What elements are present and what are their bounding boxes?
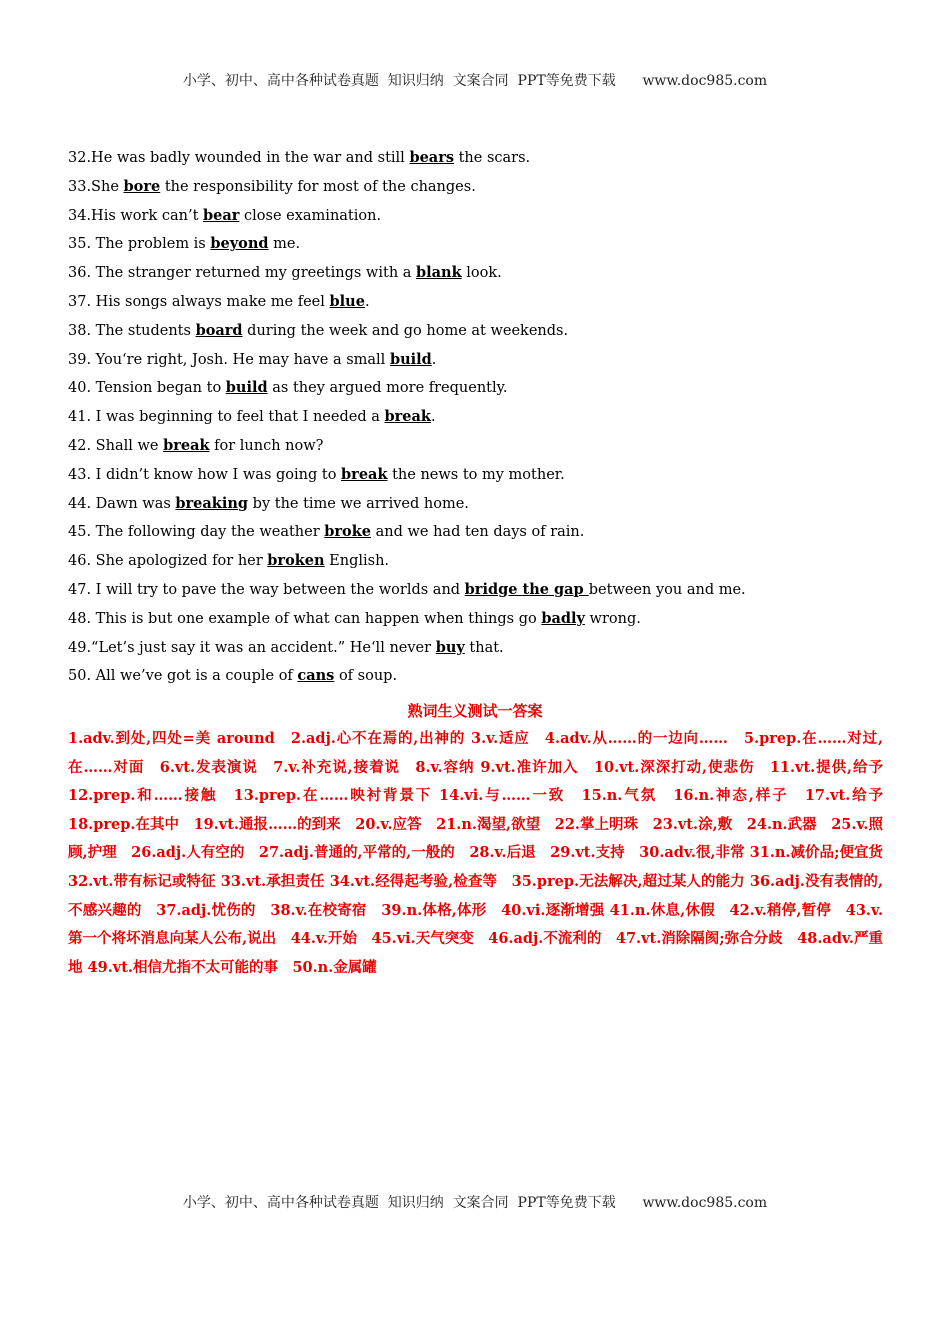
- keyword: build: [225, 379, 268, 397]
- keyword: break: [163, 436, 210, 454]
- keyword: broken: [267, 552, 325, 570]
- page-footer: 小学、初中、高中各种试卷真题 知识归纳 文案合同 PPT等免费下载 www.doc985.com: [182, 1195, 768, 1211]
- sentence-item: 49.“Let’s just say it was an accident.” He‘ll never buy that.: [68, 638, 504, 656]
- sentence-item: 43. I didn’t know how I was going to break the news to my mother.: [68, 465, 565, 483]
- keyword: blank: [416, 264, 462, 282]
- sentence-item: 37. His songs always make me feel blue.: [68, 292, 370, 310]
- sentence-item: 44. Dawn was breaking by the time we arrived home.: [68, 494, 469, 512]
- sentence-item: 36. The stranger returned my greetings with a blank look.: [68, 264, 502, 282]
- sentence-item: 38. The students board during the week and go home at weekends.: [68, 321, 569, 339]
- sentence-item: 35. The problem is beyond me.: [68, 235, 301, 253]
- sentence-item: 50. All we’ve got is a couple of cans of soup.: [68, 667, 398, 685]
- sentence-item: 39. You‘re right, Josh. He may have a small build.: [68, 350, 437, 368]
- keyword: bridge the gap: [464, 580, 589, 598]
- sentence-item: 46. She apologized for her broken English.: [68, 552, 390, 570]
- sentence-item: 48. This is but one example of what can happen when things go badly wrong.: [68, 609, 641, 627]
- sentence-item: 40. Tension began to build as they argued more frequently.: [68, 379, 508, 397]
- answers-text: 1.adv.到处,四处=美 around 2.adj.心不在焉的,出神的 3.v.适应 4.adv.从……的一边向…… 5.prep.在……对过,在……对面 6.vt.发表演说 7.v.补充说,接着说 8.v.容纳 9.vt.准许加入 10.vt.深深打动,使悲伤 11.vt.提供,给予 12.prep.和……接触 13.prep.在……映衬背景下 14.vi.与……一致 15.n.气氛 16.n.神态,样子 17.vt.给予 18.prep.在其中 19.vt.通报……的到来 20.v.应答 21.n.渴望,欲望 22.掌上明珠 23.vt.涂,敷 24.n.武器 25.v.照顾,护理 26.adj.人有空的 27.adj.普通的,平常的,一般的 28.v.后退 29.vt.支持 30.adv.很,非常 31.n.减价品;便宜货 32.vt.带有标记或特征 33.vt.承担责任 34.vt.经得起考验,检查等 35.prep.无法解决,超过某人的能力 36.adj.没有表情的,不感兴趣的 37.adj.忧伤的 38.v.在校寄宿 39.n.体格,体形 40.vi.逐渐增强 41.n.休息,休假 42.v.稍停,暂停 43.v.第一个将坏消息向某人公布,说出 44.v.开始 45.vi.天气突变 46.adj.不流利的 47.vt.消除隔阂;弥合分歧 48.adv.严重地 49.vt.相信尤指不太可能的事 50.n.金属罐: [68, 730, 898, 976]
- page-header: 小学、初中、高中各种试卷真题 知识归纳 文案合同 PPT等免费下载 www.doc985.com: [182, 73, 768, 89]
- keyword: breaking: [175, 494, 249, 512]
- keyword: badly: [541, 609, 585, 627]
- keyword: blue: [329, 292, 365, 310]
- answers-title: 熟词生义测试一答案: [407, 702, 543, 720]
- keyword: break: [341, 465, 388, 483]
- keyword: beyond: [210, 235, 269, 253]
- sentence-item: 34.His work can’t bear close examination.: [68, 206, 382, 224]
- keyword: buy: [435, 638, 465, 656]
- keyword: bore: [123, 177, 161, 195]
- keyword: bear: [203, 206, 240, 224]
- sentence-list: [68, 144, 898, 691]
- keyword: broke: [324, 523, 371, 541]
- keyword: build: [389, 350, 432, 368]
- sentence-item: 45. The following day the weather broke and we had ten days of rain.: [68, 523, 585, 541]
- keyword: cans: [297, 667, 335, 685]
- keyword: bears: [409, 149, 454, 166]
- sentence-item: 42. Shall we break for lunch now?: [68, 436, 324, 454]
- keyword: break: [384, 408, 431, 426]
- sentence-item: 47. I will try to pave the way between the worlds and bridge the gap between you and me.: [68, 580, 746, 598]
- keyword: board: [195, 321, 243, 339]
- sentence-item: 32.He was badly wounded in the war and still bears the scars.: [68, 149, 531, 166]
- sentence-item: 33.She bore the responsibility for most of the changes.: [68, 177, 476, 195]
- sentence-item: 41. I was beginning to feel that I needed a break.: [68, 408, 436, 426]
